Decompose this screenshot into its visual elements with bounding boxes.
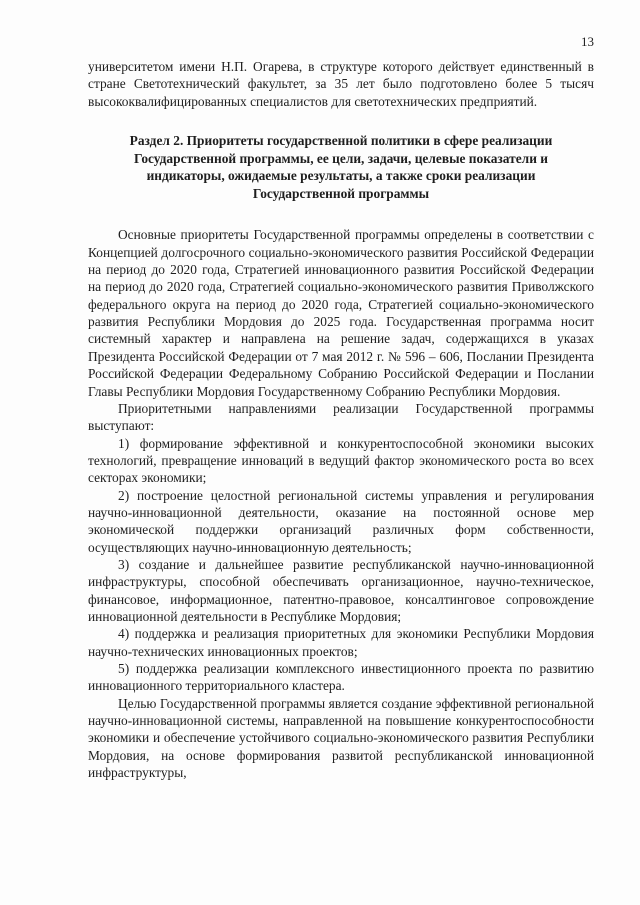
paragraph-item-2: 2) построение целостной региональной системы управления и регулирования научно-инновационной деятельности, оказание на постоянной основе мер экономической поддержки организаций различных форм собственности, осуществляющих научно-инновационную деятельность; xyxy=(88,487,594,555)
page-number: 13 xyxy=(581,34,594,49)
paragraph-item-1: 1) формирование эффективной и конкурентоспособной экономики высоких технологий, превращение инноваций в ведущий фактор экономического роста во всех секторах экономики; xyxy=(88,435,594,486)
section-heading-line-1: Раздел 2. Приоритеты государственной политики в сфере реализации xyxy=(129,133,553,149)
page-content xyxy=(88,58,594,781)
section-heading xyxy=(88,132,594,202)
paragraph-goal: Целью Государственной программы является создание эффективной региональной научно-инновационной системы, направленной на повышение конкурентоспособности экономики и обеспечение устойчивого социально-экономического развития Республики Мордовия, на основе формирования развитой республиканской инновационной инфраструктуры, xyxy=(88,695,594,781)
paragraph-item-3: 3) создание и дальнейшее развитие республиканской научно-инновационной инфраструктуры, способной обеспечивать организационное, научно-техническое, финансовое, информационное, патентно-правовое, консалтинговое сопровождение инновационной деятельности в Республике Мордовия; xyxy=(88,556,594,624)
section-heading-line-3: индикаторы, ожидаемые результаты, а также сроки реализации xyxy=(146,168,536,184)
intro-fragment-paragraph: университетом имени Н.П. Огарева, в структуре которого действует единственный в стране Светотехнический факультет, за 35 лет было подготовлено более 5 тысяч высококвалифицированных специалистов для светотехнических предприятий. xyxy=(88,59,594,109)
section-heading-line-2: Государственной программы, ее цели, задачи, целевые показатели и xyxy=(134,150,548,166)
paragraph-item-4: 4) поддержка и реализация приоритетных для экономики Республики Мордовия научно-технических инновационных проектов; xyxy=(88,626,594,659)
paragraph-priorities: Основные приоритеты Государственной программы определены в соответствии с Концепцией долгосрочного социально-экономического развития Российской Федерации на период до 2020 года, Стратегией инновационного развития Российской Федерации на период до 2020 года, Стратегией социально-экономического развития Приволжского федерального округа на период до 2020 года, Стратегией социально-экономического развития Республики Мордовия до 2025 года. Государственная программа носит системный характер и направлена на решение задач, содержащихся в указах Президента Российской Федерации от 7 мая 2012 г. № 596 – 606, Послании Президента Российской Федерации Федеральному Собранию Российской Федерации и Послании Главы Республики Мордовия Государственному Собранию Республики Мордовия. xyxy=(88,227,594,399)
paragraph-item-5: 5) поддержка реализации комплексного инвестиционного проекта по развитию инновационного территориального кластера. xyxy=(88,661,594,694)
paragraph-directions-intro: Приоритетными направлениями реализации Государственной программы выступают: xyxy=(88,400,594,434)
section-heading-line-4: Государственной программы xyxy=(252,185,430,201)
